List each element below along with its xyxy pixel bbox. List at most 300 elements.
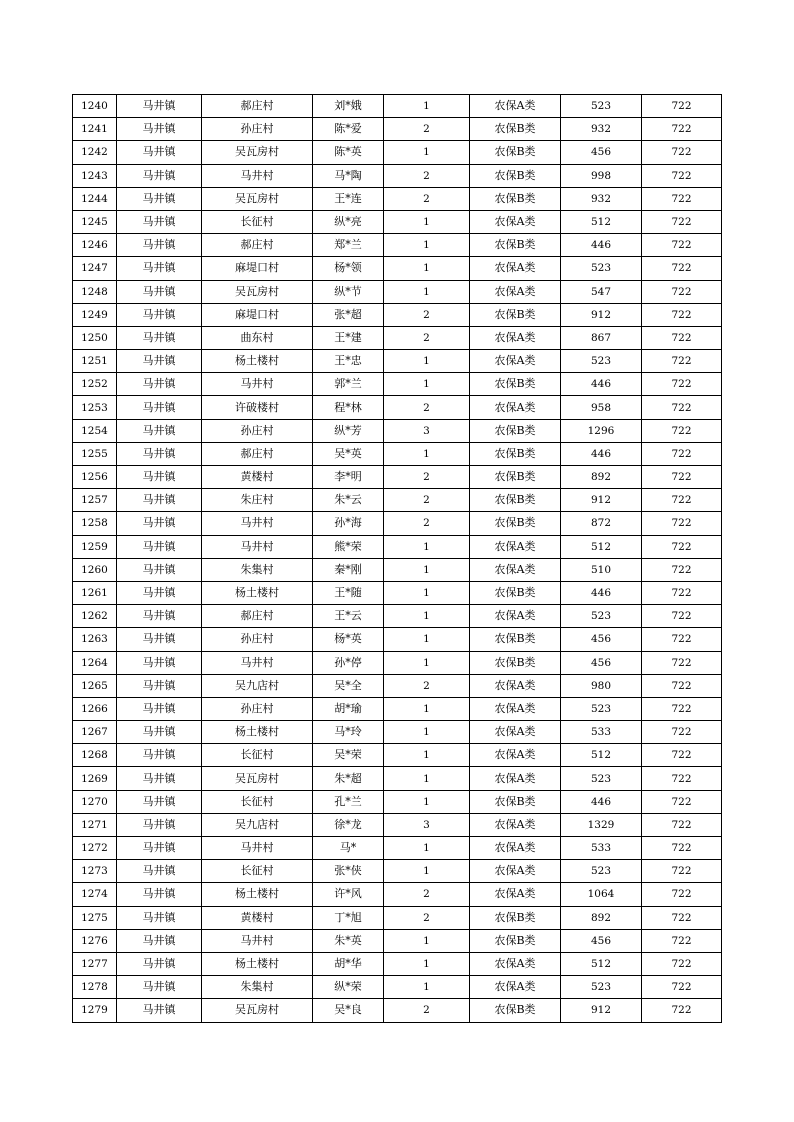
- cell-name: 熊*荣: [313, 535, 384, 558]
- table-row: [73, 860, 722, 883]
- cell-village: 吴瓦房村: [202, 999, 313, 1022]
- cell-insurance-category: 农保B类: [470, 651, 561, 674]
- cell-town: 马井镇: [117, 558, 202, 581]
- table-row: [73, 466, 722, 489]
- cell-amount: 932: [561, 118, 642, 141]
- cell-village: 曲东村: [202, 326, 313, 349]
- cell-household-size: 1: [384, 929, 470, 952]
- table-row: [73, 721, 722, 744]
- cell-village: 长征村: [202, 744, 313, 767]
- cell-town: 马井镇: [117, 976, 202, 999]
- cell-row-number: 1271: [73, 813, 117, 836]
- cell-name: 丁*旭: [313, 906, 384, 929]
- cell-standard: 722: [642, 813, 722, 836]
- cell-insurance-category: 农保B类: [470, 929, 561, 952]
- table-row: [73, 906, 722, 929]
- table-row: [73, 744, 722, 767]
- cell-household-size: 1: [384, 837, 470, 860]
- cell-village: 麻堤口村: [202, 257, 313, 280]
- cell-household-size: 3: [384, 813, 470, 836]
- cell-town: 马井镇: [117, 187, 202, 210]
- cell-village: 孙庄村: [202, 419, 313, 442]
- cell-household-size: 1: [384, 280, 470, 303]
- cell-standard: 722: [642, 118, 722, 141]
- table-row: [73, 767, 722, 790]
- cell-name: 纵*芳: [313, 419, 384, 442]
- cell-town: 马井镇: [117, 419, 202, 442]
- cell-insurance-category: 农保B类: [470, 906, 561, 929]
- cell-standard: 722: [642, 164, 722, 187]
- cell-amount: 446: [561, 442, 642, 465]
- table-row: [73, 396, 722, 419]
- cell-town: 马井镇: [117, 234, 202, 257]
- cell-row-number: 1265: [73, 674, 117, 697]
- cell-amount: 1329: [561, 813, 642, 836]
- cell-row-number: 1250: [73, 326, 117, 349]
- cell-standard: 722: [642, 396, 722, 419]
- cell-village: 黄楼村: [202, 906, 313, 929]
- cell-amount: 446: [561, 581, 642, 604]
- table-row: [73, 373, 722, 396]
- cell-standard: 722: [642, 187, 722, 210]
- cell-village: 郝庄村: [202, 605, 313, 628]
- cell-insurance-category: 农保A类: [470, 721, 561, 744]
- cell-insurance-category: 农保A类: [470, 326, 561, 349]
- cell-town: 马井镇: [117, 813, 202, 836]
- cell-row-number: 1255: [73, 442, 117, 465]
- cell-town: 马井镇: [117, 883, 202, 906]
- table-row: [73, 489, 722, 512]
- cell-insurance-category: 农保A类: [470, 396, 561, 419]
- cell-village: 吴瓦房村: [202, 141, 313, 164]
- table-row: [73, 234, 722, 257]
- cell-standard: 722: [642, 280, 722, 303]
- cell-village: 杨土楼村: [202, 350, 313, 373]
- cell-insurance-category: 农保B类: [470, 187, 561, 210]
- cell-town: 马井镇: [117, 303, 202, 326]
- cell-standard: 722: [642, 257, 722, 280]
- cell-standard: 722: [642, 906, 722, 929]
- cell-town: 马井镇: [117, 999, 202, 1022]
- cell-standard: 722: [642, 512, 722, 535]
- cell-row-number: 1242: [73, 141, 117, 164]
- cell-insurance-category: 农保B类: [470, 373, 561, 396]
- cell-insurance-category: 农保A类: [470, 697, 561, 720]
- cell-name: 王*连: [313, 187, 384, 210]
- cell-name: 刘*娥: [313, 95, 384, 118]
- cell-town: 马井镇: [117, 257, 202, 280]
- cell-amount: 998: [561, 164, 642, 187]
- cell-row-number: 1252: [73, 373, 117, 396]
- cell-standard: 722: [642, 952, 722, 975]
- table-row: [73, 790, 722, 813]
- cell-name: 朱*英: [313, 929, 384, 952]
- cell-town: 马井镇: [117, 326, 202, 349]
- table-row: [73, 558, 722, 581]
- cell-town: 马井镇: [117, 581, 202, 604]
- cell-standard: 722: [642, 767, 722, 790]
- cell-insurance-category: 农保A类: [470, 280, 561, 303]
- cell-household-size: 1: [384, 535, 470, 558]
- cell-standard: 722: [642, 95, 722, 118]
- cell-standard: 722: [642, 419, 722, 442]
- cell-household-size: 1: [384, 697, 470, 720]
- cell-row-number: 1264: [73, 651, 117, 674]
- cell-household-size: 1: [384, 558, 470, 581]
- cell-insurance-category: 农保B类: [470, 628, 561, 651]
- cell-row-number: 1268: [73, 744, 117, 767]
- cell-amount: 523: [561, 860, 642, 883]
- cell-row-number: 1274: [73, 883, 117, 906]
- cell-village: 长征村: [202, 860, 313, 883]
- cell-insurance-category: 农保A类: [470, 860, 561, 883]
- cell-amount: 867: [561, 326, 642, 349]
- cell-insurance-category: 农保B类: [470, 999, 561, 1022]
- cell-name: 郑*兰: [313, 234, 384, 257]
- cell-insurance-category: 农保A类: [470, 883, 561, 906]
- cell-name: 杨*英: [313, 628, 384, 651]
- cell-name: 朱*超: [313, 767, 384, 790]
- cell-village: 吴九店村: [202, 674, 313, 697]
- cell-name: 吴*英: [313, 442, 384, 465]
- cell-household-size: 1: [384, 952, 470, 975]
- cell-village: 马井村: [202, 535, 313, 558]
- cell-amount: 912: [561, 489, 642, 512]
- cell-standard: 722: [642, 883, 722, 906]
- cell-row-number: 1248: [73, 280, 117, 303]
- cell-amount: 533: [561, 837, 642, 860]
- cell-village: 黄楼村: [202, 466, 313, 489]
- cell-household-size: 1: [384, 790, 470, 813]
- cell-town: 马井镇: [117, 651, 202, 674]
- cell-name: 李*明: [313, 466, 384, 489]
- cell-household-size: 1: [384, 651, 470, 674]
- cell-town: 马井镇: [117, 210, 202, 233]
- cell-name: 马*陶: [313, 164, 384, 187]
- cell-standard: 722: [642, 860, 722, 883]
- cell-row-number: 1241: [73, 118, 117, 141]
- cell-standard: 722: [642, 628, 722, 651]
- cell-household-size: 1: [384, 350, 470, 373]
- cell-household-size: 1: [384, 860, 470, 883]
- cell-row-number: 1260: [73, 558, 117, 581]
- cell-household-size: 2: [384, 303, 470, 326]
- table-row: [73, 141, 722, 164]
- cell-amount: 512: [561, 952, 642, 975]
- cell-town: 马井镇: [117, 605, 202, 628]
- cell-village: 郝庄村: [202, 95, 313, 118]
- cell-standard: 722: [642, 442, 722, 465]
- cell-amount: 892: [561, 466, 642, 489]
- cell-town: 马井镇: [117, 674, 202, 697]
- table-row: [73, 697, 722, 720]
- cell-name: 徐*龙: [313, 813, 384, 836]
- cell-town: 马井镇: [117, 164, 202, 187]
- cell-household-size: 1: [384, 257, 470, 280]
- table-row: [73, 929, 722, 952]
- cell-name: 吴*全: [313, 674, 384, 697]
- cell-town: 马井镇: [117, 141, 202, 164]
- cell-standard: 722: [642, 581, 722, 604]
- cell-insurance-category: 农保A类: [470, 350, 561, 373]
- table-row: [73, 883, 722, 906]
- cell-village: 孙庄村: [202, 628, 313, 651]
- cell-amount: 512: [561, 535, 642, 558]
- cell-name: 陈*爱: [313, 118, 384, 141]
- cell-amount: 980: [561, 674, 642, 697]
- cell-amount: 523: [561, 767, 642, 790]
- cell-name: 程*林: [313, 396, 384, 419]
- cell-name: 胡*瑜: [313, 697, 384, 720]
- cell-standard: 722: [642, 744, 722, 767]
- cell-amount: 523: [561, 95, 642, 118]
- table-row: [73, 628, 722, 651]
- cell-row-number: 1263: [73, 628, 117, 651]
- cell-town: 马井镇: [117, 280, 202, 303]
- cell-insurance-category: 农保A类: [470, 674, 561, 697]
- cell-name: 张*超: [313, 303, 384, 326]
- cell-village: 麻堤口村: [202, 303, 313, 326]
- cell-insurance-category: 农保B类: [470, 118, 561, 141]
- cell-row-number: 1261: [73, 581, 117, 604]
- cell-household-size: 1: [384, 721, 470, 744]
- table-row: [73, 651, 722, 674]
- cell-insurance-category: 农保B类: [470, 141, 561, 164]
- cell-standard: 722: [642, 141, 722, 164]
- cell-insurance-category: 农保B类: [470, 234, 561, 257]
- cell-household-size: 2: [384, 326, 470, 349]
- cell-row-number: 1251: [73, 350, 117, 373]
- cell-village: 许破楼村: [202, 396, 313, 419]
- cell-name: 纵*亮: [313, 210, 384, 233]
- cell-insurance-category: 农保A类: [470, 535, 561, 558]
- cell-household-size: 1: [384, 442, 470, 465]
- cell-amount: 510: [561, 558, 642, 581]
- cell-village: 朱集村: [202, 976, 313, 999]
- cell-village: 马井村: [202, 164, 313, 187]
- cell-household-size: 1: [384, 976, 470, 999]
- cell-amount: 533: [561, 721, 642, 744]
- cell-name: 许*风: [313, 883, 384, 906]
- cell-standard: 722: [642, 605, 722, 628]
- cell-name: 马*: [313, 837, 384, 860]
- cell-name: 陈*英: [313, 141, 384, 164]
- cell-village: 杨土楼村: [202, 883, 313, 906]
- cell-row-number: 1244: [73, 187, 117, 210]
- cell-amount: 512: [561, 210, 642, 233]
- table-row: [73, 837, 722, 860]
- cell-town: 马井镇: [117, 396, 202, 419]
- cell-name: 郭*兰: [313, 373, 384, 396]
- table-row: [73, 512, 722, 535]
- cell-town: 马井镇: [117, 489, 202, 512]
- table-row: [73, 605, 722, 628]
- cell-insurance-category: 农保B类: [470, 442, 561, 465]
- cell-amount: 512: [561, 744, 642, 767]
- table-row: [73, 95, 722, 118]
- cell-household-size: 2: [384, 164, 470, 187]
- cell-household-size: 2: [384, 489, 470, 512]
- cell-town: 马井镇: [117, 906, 202, 929]
- cell-household-size: 3: [384, 419, 470, 442]
- cell-village: 吴九店村: [202, 813, 313, 836]
- cell-household-size: 1: [384, 581, 470, 604]
- cell-amount: 523: [561, 350, 642, 373]
- cell-village: 吴瓦房村: [202, 187, 313, 210]
- cell-name: 吴*荣: [313, 744, 384, 767]
- cell-amount: 1064: [561, 883, 642, 906]
- cell-village: 朱庄村: [202, 489, 313, 512]
- table-row: [73, 187, 722, 210]
- cell-household-size: 1: [384, 210, 470, 233]
- cell-standard: 722: [642, 489, 722, 512]
- cell-row-number: 1270: [73, 790, 117, 813]
- cell-insurance-category: 农保A类: [470, 210, 561, 233]
- cell-row-number: 1254: [73, 419, 117, 442]
- cell-village: 长征村: [202, 210, 313, 233]
- cell-row-number: 1272: [73, 837, 117, 860]
- cell-amount: 872: [561, 512, 642, 535]
- cell-household-size: 1: [384, 744, 470, 767]
- cell-row-number: 1278: [73, 976, 117, 999]
- cell-household-size: 2: [384, 906, 470, 929]
- cell-amount: 446: [561, 790, 642, 813]
- cell-insurance-category: 农保B类: [470, 419, 561, 442]
- table-row: [73, 350, 722, 373]
- cell-village: 吴瓦房村: [202, 767, 313, 790]
- cell-town: 马井镇: [117, 744, 202, 767]
- cell-amount: 958: [561, 396, 642, 419]
- cell-amount: 523: [561, 257, 642, 280]
- cell-town: 马井镇: [117, 350, 202, 373]
- cell-name: 孙*停: [313, 651, 384, 674]
- cell-household-size: 2: [384, 999, 470, 1022]
- cell-village: 杨土楼村: [202, 721, 313, 744]
- cell-standard: 722: [642, 999, 722, 1022]
- table-row: [73, 257, 722, 280]
- cell-village: 马井村: [202, 929, 313, 952]
- table-row: [73, 976, 722, 999]
- cell-village: 长征村: [202, 790, 313, 813]
- cell-row-number: 1245: [73, 210, 117, 233]
- cell-insurance-category: 农保A类: [470, 744, 561, 767]
- cell-amount: 912: [561, 999, 642, 1022]
- cell-name: 纵*荣: [313, 976, 384, 999]
- cell-amount: 912: [561, 303, 642, 326]
- cell-row-number: 1266: [73, 697, 117, 720]
- cell-village: 马井村: [202, 373, 313, 396]
- cell-town: 马井镇: [117, 721, 202, 744]
- cell-insurance-category: 农保A类: [470, 952, 561, 975]
- cell-standard: 722: [642, 558, 722, 581]
- cell-row-number: 1279: [73, 999, 117, 1022]
- cell-household-size: 2: [384, 118, 470, 141]
- cell-household-size: 2: [384, 674, 470, 697]
- cell-household-size: 2: [384, 187, 470, 210]
- cell-name: 吴*良: [313, 999, 384, 1022]
- cell-insurance-category: 农保B类: [470, 581, 561, 604]
- cell-name: 王*随: [313, 581, 384, 604]
- cell-village: 孙庄村: [202, 118, 313, 141]
- cell-insurance-category: 农保A类: [470, 976, 561, 999]
- cell-row-number: 1273: [73, 860, 117, 883]
- beneficiary-table: [72, 94, 722, 1023]
- cell-standard: 722: [642, 790, 722, 813]
- cell-village: 马井村: [202, 651, 313, 674]
- cell-village: 郝庄村: [202, 442, 313, 465]
- cell-household-size: 2: [384, 512, 470, 535]
- cell-amount: 547: [561, 280, 642, 303]
- cell-village: 杨土楼村: [202, 952, 313, 975]
- cell-household-size: 1: [384, 767, 470, 790]
- table-row: [73, 164, 722, 187]
- cell-village: 朱集村: [202, 558, 313, 581]
- cell-amount: 446: [561, 373, 642, 396]
- cell-name: 王*建: [313, 326, 384, 349]
- cell-amount: 523: [561, 976, 642, 999]
- cell-village: 杨土楼村: [202, 581, 313, 604]
- cell-standard: 722: [642, 674, 722, 697]
- table-row: [73, 674, 722, 697]
- table-row: [73, 280, 722, 303]
- cell-town: 马井镇: [117, 860, 202, 883]
- cell-name: 王*忠: [313, 350, 384, 373]
- cell-row-number: 1253: [73, 396, 117, 419]
- cell-standard: 722: [642, 976, 722, 999]
- cell-amount: 932: [561, 187, 642, 210]
- cell-insurance-category: 农保B类: [470, 512, 561, 535]
- cell-town: 马井镇: [117, 790, 202, 813]
- table-row: [73, 118, 722, 141]
- cell-household-size: 2: [384, 396, 470, 419]
- cell-amount: 456: [561, 929, 642, 952]
- cell-amount: 1296: [561, 419, 642, 442]
- cell-name: 王*云: [313, 605, 384, 628]
- cell-standard: 722: [642, 697, 722, 720]
- cell-name: 孔*兰: [313, 790, 384, 813]
- table-row: [73, 813, 722, 836]
- cell-name: 张*侠: [313, 860, 384, 883]
- cell-row-number: 1259: [73, 535, 117, 558]
- cell-standard: 722: [642, 535, 722, 558]
- cell-town: 马井镇: [117, 118, 202, 141]
- cell-amount: 892: [561, 906, 642, 929]
- table-body: [73, 95, 722, 1023]
- cell-insurance-category: 农保B类: [470, 164, 561, 187]
- cell-standard: 722: [642, 651, 722, 674]
- cell-insurance-category: 农保A类: [470, 605, 561, 628]
- cell-row-number: 1267: [73, 721, 117, 744]
- cell-standard: 722: [642, 350, 722, 373]
- table-row: [73, 442, 722, 465]
- cell-insurance-category: 农保A类: [470, 767, 561, 790]
- cell-insurance-category: 农保B类: [470, 303, 561, 326]
- table-row: [73, 303, 722, 326]
- cell-household-size: 1: [384, 141, 470, 164]
- cell-standard: 722: [642, 234, 722, 257]
- cell-name: 胡*华: [313, 952, 384, 975]
- cell-row-number: 1277: [73, 952, 117, 975]
- table-row: [73, 419, 722, 442]
- cell-name: 朱*云: [313, 489, 384, 512]
- cell-standard: 722: [642, 373, 722, 396]
- cell-row-number: 1269: [73, 767, 117, 790]
- cell-row-number: 1275: [73, 906, 117, 929]
- table-row: [73, 999, 722, 1022]
- cell-insurance-category: 农保B类: [470, 790, 561, 813]
- table-row: [73, 535, 722, 558]
- cell-town: 马井镇: [117, 767, 202, 790]
